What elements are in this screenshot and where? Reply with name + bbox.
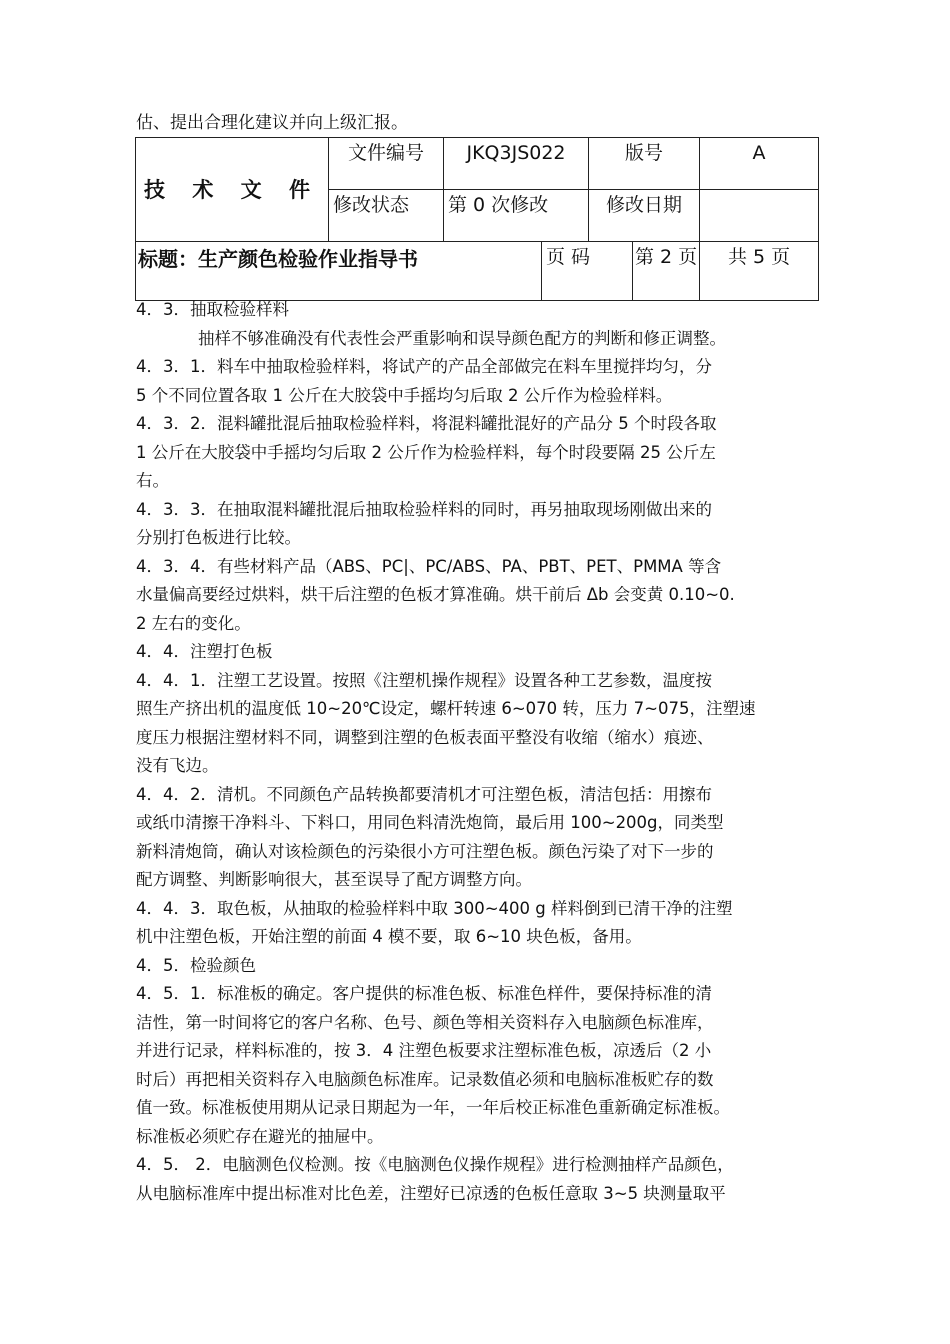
text-line: 1 公斤在大胶袋中手摇均匀后取 2 公斤作为检验样料，每个时段要隔 25 公斤左 [136,442,716,462]
text-line: 没有飞边。 [136,756,219,775]
revision-date-value [700,190,819,242]
text-line: 4．4．注塑打色板 [136,642,273,661]
text-line: 4．5．检验颜色 [136,955,256,975]
text-line: 新料清炮筒，确认对该检颜色的污染很小方可注塑色板。颜色污染了对下一步的 [136,841,714,861]
text-line: 并进行记录，样料标准的，按 3．4 注塑色板要求注塑标准色板，凉透后（2 小 [136,1041,712,1060]
doc-type-label: 技 术 文 件 [144,177,320,202]
doc-type-cell [136,138,329,242]
text-line: 4．3．4．有些材料产品（ABS、PC|、PC/ABS、PA、PBT、PET、PMMA 等含 [136,556,722,576]
revision-status-label: 修改状态 [329,190,444,242]
text-line: 右。 [136,471,169,490]
text-line: 配方调整、判断影响很大，甚至误导了配方调整方向。 [136,870,532,889]
file-no-label: 文件编号 [329,138,444,190]
intro-line: 估、提出合理化建议并向上级汇报。 [136,113,408,133]
text-line: 时后）再把相关资料存入电脑颜色标准库。记录数值必须和电脑标准板贮存的数 [136,1069,714,1089]
text-line: 4．3．抽取检验样料 [136,300,289,319]
text-line: 4．3．1．料车中抽取检验样料，将试产的产品全部做完在料车里搅拌均匀，分 [136,357,712,376]
text-line: 分别打色板进行比较。 [136,528,301,547]
text-line: 从电脑标准库中提出标准对比色差，注塑好已凉透的色板任意取 3~5 块测量取平 [136,1183,726,1203]
text-line: 4．3．3．在抽取混料罐批混后抽取检验样料的同时，再另抽取现场刚做出来的 [136,499,712,519]
text-line: 或纸巾清擦干净料斗、下料口，用同色料清洗炮筒，最后用 100~200g，同类型 [136,813,724,832]
text-line: 标准板必须贮存在避光的抽屉中。 [136,1126,384,1146]
text-line: 4．5．1．标准板的确定。客户提供的标准色板、标准色样件，要保持标准的清 [136,984,712,1003]
revision-date-label: 修改日期 [589,190,700,242]
page-label: 页 码 [542,242,633,301]
text-line: 4．4．1．注塑工艺设置。按照《注塑机操作规程》设置各种工艺参数，温度按 [136,670,712,690]
revision-status-value: 第 0 次修改 [444,190,589,242]
text-line: 4．4．2．清机。不同颜色产品转换都要清机才可注塑色板，清洁包括：用擦布 [136,784,712,804]
version-label: 版号 [589,138,700,190]
text-line: 度压力根据注塑材料不同，调整到注塑的色板表面平整没有收缩（缩水）痕迹、 [136,727,714,747]
text-line: 4．4．3．取色板，从抽取的检验样料中取 300~400 g 样料倒到已清干净的注塑 [136,898,733,918]
file-no-value: JKQ3JS022 [444,138,589,190]
total-pages: 共 5 页 [700,242,819,301]
version-value: A [700,138,819,190]
text-line: 抽样不够准确没有代表性会严重影响和误导颜色配方的判断和修正调整。 [198,328,726,348]
text-line: 2 左右的变化。 [136,613,251,633]
text-line: 4．5． 2．电脑测色仪检测。按《电脑测色仪操作规程》进行检测抽样产品颜色， [136,1155,734,1174]
page-value: 第 2 页 [633,242,700,301]
text-line: 值一致。标准板使用期从记录日期起为一年，一年后校正标准色重新确定标准板。 [136,1098,730,1117]
text-line: 机中注塑色板，开始注塑的前面 4 模不要，取 6~10 块色板，备用。 [136,927,642,946]
text-line: 4．3．2．混料罐批混后抽取检验样料，将混料罐批混好的产品分 5 个时段各取 [136,414,717,433]
text-line: 洁性，第一时间将它的客户名称、色号、颜色等相关资料存入电脑颜色标准库， [136,1012,714,1032]
document-body [136,296,836,1208]
text-line: 5 个不同位置各取 1 公斤在大胶袋中手摇均匀后取 2 公斤作为检验样料。 [136,385,673,405]
document-title: 标题：生产颜色检验作业指导书 [136,242,542,301]
text-line: 照生产挤出机的温度低 10~20℃设定，螺杆转速 6~070 转，压力 7~075，注塑速 [136,699,756,718]
document-header-table [135,137,819,301]
text-line: 水量偏高要经过烘料，烘干后注塑的色板才算准确。烘干前后 Δb 会变黄 0.10~0. [136,585,735,604]
